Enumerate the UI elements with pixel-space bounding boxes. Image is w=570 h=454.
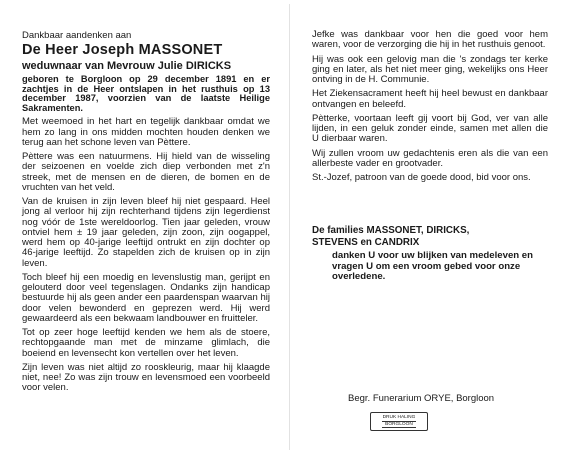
right-paragraph-2: Hij was ook een gelovig man die 's zondags ter kerke ging en later, als het niet meer ging, wekelijks ons Heer ontving in de H. Communie. — [312, 53, 548, 85]
birth-death-paragraph: geboren te Borgloon op 29 december 1891 en er zachtjes in de Heer ontslapen in het rusthuis op 13 december 1987, voorzien van de laatste Heilige Sakramenten. — [22, 74, 270, 113]
undertaker-line: Begr. Funerarium ORYE, Borgloon — [348, 393, 495, 404]
left-paragraph-5: Tot op zeer hoge leeftijd kenden we hem als de stoere, rechtopgaande man met de minzame glimlach, die boeiend en levensecht kon vertellen over het leven. — [22, 327, 270, 359]
right-paragraph-1: Jefke was dankbaar voor hen die goed voor hem waren, voor de verzorging die hij in het rusthuis genoot. — [312, 29, 548, 51]
right-paragraph-3: Het Ziekensacrament heeft hij heel bewust en dankbaar ontvangen en beleefd. — [312, 88, 548, 110]
families-block — [312, 225, 548, 249]
families-line-1: De families MASSONET, DIRICKS, — [312, 225, 470, 237]
right-paragraph-4: Pètterke, voortaan leeft gij voort bij God, ver van alle lijden, in een geluk zonder einde, samen met allen die U dierbaar waren. — [312, 112, 548, 145]
right-column — [312, 30, 548, 283]
left-paragraph-6: Zijn leven was niet altijd zo rooskleurig, maar hij klaagde niet, nee! Zo was zijn trouw en levensmoed een voorbeeld voor velen. — [22, 361, 270, 394]
families-line-2: STEVENS en CANDRIX — [312, 237, 420, 249]
stamp-bottom-text: BORGLOON — [382, 421, 416, 428]
printer-stamp — [370, 412, 428, 431]
right-paragraph-5: Wij zullen vroom uw gedachtenis eren als die van een allerbeste vader en grootvader. — [312, 147, 548, 169]
left-paragraph-2: Pèttere was een natuurmens. Hij hield van de wisseling der seizoenen en voelde zich diep verbonden met z'n streek, met de mensen en de dieren, de bomen en de vruchten van het veld. — [22, 151, 270, 193]
fold-divider — [289, 4, 290, 450]
left-paragraph-3: Van de kruisen in zijn leven bleef hij niet gespaard. Heel jong al verloor hij zijn rechterhand tijdens zijn legerdienst nog vóór de 1ste wereldoorlog. Tien jaar geleden, vrouw ontviel hem ± 19 jaar geleden, zijn zoon, zijn oogappel, werd hem op 40-jarige leeftijd ontrukt en zijn dochter op 46-jarige leeftijd. Zo stapelden zich de kruisen op in zijn leven. — [22, 196, 270, 269]
left-paragraph-1: Met weemoed in het hart en tegelijk dankbaar omdat we hem zo lang in ons midden mochten houden denken we terug aan het schone leven van Pèttere. — [22, 116, 270, 148]
right-paragraph-6: St.-Jozef, patroon van de goede dood, bid voor ons. — [312, 172, 531, 183]
stamp-top-text: DRUK HALING — [382, 414, 416, 420]
thanks-paragraph: danken U voor uw blijken van medeleven en vragen U om een vroom gebed voor onze overledene. — [332, 250, 533, 283]
deceased-name: De Heer Joseph MASSONET — [22, 42, 223, 58]
intro-line: Dankbaar aandenken aan — [22, 30, 132, 41]
left-column — [22, 30, 270, 398]
widower-line: weduwnaar van Mevrouw Julie DIRICKS — [22, 60, 232, 72]
left-paragraph-4: Toch bleef hij een moedig en levenslustig man, gerijpt en gelouterd door veel tegenslagen. Ondanks zijn handicap bestuurde hij als geen ander een paardenspan waarvan hij door velen bewonderd en geprezen werd. Hij werd gewaardeerd als een bekwaam landbouwer en fruitteler. — [22, 271, 270, 324]
